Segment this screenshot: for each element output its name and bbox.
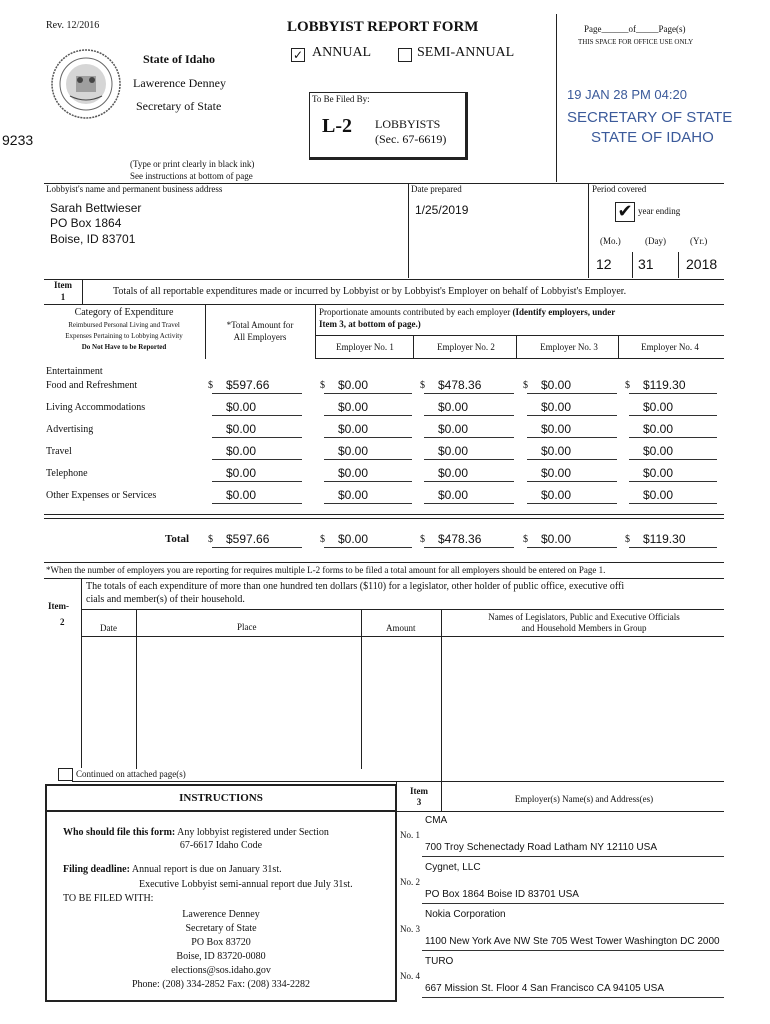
who-should-file-text: Any lobbyist registered under Section <box>175 827 329 838</box>
employer-address-field[interactable]: 667 Mission St. Floor 4 San Francisco CA 94105 USA <box>425 983 665 994</box>
received-stamp-line1: SECRETARY OF STATE <box>567 109 733 126</box>
who-should-file-bold: Who should file this form: <box>63 827 176 838</box>
expenditure-amount-field[interactable]: $0.00 <box>643 466 674 480</box>
filing-deadline-text: Annual report is due on January 31st. <box>129 864 282 875</box>
proportionate-header-text: Proportionate amounts contributed by each employer <box>319 307 511 317</box>
category-note-2: Expenses Pertaining to Lobbying Activity <box>65 332 183 340</box>
period-year[interactable]: 2018 <box>686 256 718 272</box>
expenditure-amount-field[interactable]: $119.30 <box>643 378 686 392</box>
item2-number: 2 <box>60 617 65 627</box>
filing-address-line: Lawerence Denney <box>182 909 260 920</box>
item2-text-1: The totals of each expenditure of more than one hundred ten dollars ($110) for a legislator, other holder of public office, executive offi <box>86 581 625 592</box>
year-ending-label: year ending <box>638 206 681 216</box>
total-header-1: *Total Amount for <box>226 320 294 330</box>
amount-underline <box>527 393 617 394</box>
category-note-3: Do Not Have to be Reported <box>81 343 167 351</box>
amount-underline <box>324 481 412 482</box>
total-header-2: All Employers <box>233 332 287 342</box>
amount-underline <box>629 437 717 438</box>
amount-underline <box>527 503 617 504</box>
who-should-file <box>63 827 329 838</box>
left-document-number: 9233 <box>2 132 34 148</box>
employer-underline <box>422 997 724 998</box>
annual-checkbox[interactable]: ✓ <box>292 48 304 62</box>
employer-number-label: No. 4 <box>400 971 420 981</box>
month-label: (Mo.) <box>600 236 621 246</box>
employer-underline <box>422 856 724 857</box>
column-divider <box>618 335 619 359</box>
instructions-title: INSTRUCTIONS <box>179 792 263 804</box>
employer-column-header: Employer No. 1 <box>336 342 394 352</box>
expenditure-amount-field[interactable]: $0.00 <box>226 422 257 436</box>
item2-amount-header: Amount <box>386 623 416 633</box>
amount-underline <box>629 503 717 504</box>
dollar-sign: $ <box>208 380 213 391</box>
dollar-sign: $ <box>523 534 528 545</box>
expenditure-amount-field[interactable]: $0.00 <box>438 488 469 502</box>
type-note-2: See instructions at bottom of page <box>130 171 253 181</box>
employer-name-field[interactable]: Nokia Corporation <box>425 909 506 920</box>
expenditure-category: Travel <box>46 446 72 457</box>
amount-underline <box>629 459 717 460</box>
to-be-filed-with: TO BE FILED WITH: <box>63 893 154 904</box>
amount-underline <box>324 459 412 460</box>
amount-underline <box>212 481 302 482</box>
total-amount-field[interactable]: $0.00 <box>541 532 572 546</box>
total-underline <box>527 547 617 548</box>
column-divider <box>516 335 517 359</box>
revision-label: Rev. 12/2016 <box>46 20 100 31</box>
state-name: State of Idaho <box>143 52 216 66</box>
expenditure-amount-field[interactable]: $0.00 <box>226 466 257 480</box>
dollar-sign: $ <box>320 380 325 391</box>
total-amount-field[interactable]: $597.66 <box>226 532 270 546</box>
instructions-box <box>45 784 397 1002</box>
period-covered-label: Period covered <box>592 184 647 194</box>
expenditure-amount-field[interactable]: $0.00 <box>338 444 369 458</box>
employer-address-field[interactable]: PO Box 1864 Boise ID 83701 USA <box>425 889 579 900</box>
employer-number-label: No. 1 <box>400 830 420 840</box>
lobbyist-address-2[interactable]: Boise, ID 83701 <box>50 232 136 246</box>
employer-address-field[interactable]: 1100 New York Ave NW Ste 705 West Tower Washington DC 2000 <box>425 936 720 947</box>
expenditure-category: Entertainment <box>46 366 103 377</box>
dollar-sign: $ <box>208 534 213 545</box>
period-day[interactable]: 31 <box>638 256 654 272</box>
expenditure-amount-field[interactable]: $0.00 <box>643 422 674 436</box>
total-underline <box>212 547 302 548</box>
expenditure-amount-field[interactable]: $0.00 <box>438 400 469 414</box>
office-use-label: THIS SPACE FOR OFFICE USE ONLY <box>578 38 694 46</box>
expenditure-category: Telephone <box>46 468 88 479</box>
idaho-seal-icon <box>50 48 122 120</box>
expenditure-amount-field[interactable]: $0.00 <box>643 400 674 414</box>
expenditure-category: Advertising <box>46 424 94 435</box>
amount-underline <box>324 503 412 504</box>
item2-date-header: Date <box>100 623 117 633</box>
year-label: (Yr.) <box>690 236 708 246</box>
amount-underline <box>629 481 717 482</box>
amount-underline <box>212 393 302 394</box>
amount-underline <box>324 415 412 416</box>
amount-underline <box>212 437 302 438</box>
employer-name-field[interactable]: Cygnet, LLC <box>425 862 481 873</box>
form-title: LOBBYIST REPORT FORM <box>287 19 479 35</box>
amount-underline <box>527 459 617 460</box>
employer-underline <box>422 903 724 904</box>
date-prepared-field[interactable]: 1/25/2019 <box>415 203 469 217</box>
amount-underline <box>424 459 514 460</box>
category-header: Category of Expenditure <box>74 307 174 318</box>
expenditure-amount-field[interactable]: $0.00 <box>226 444 257 458</box>
proportionate-header <box>319 307 615 317</box>
lobbyist-address-1[interactable]: PO Box 1864 <box>50 216 122 230</box>
employer-number-label: No. 2 <box>400 877 420 887</box>
expenditure-amount-field[interactable]: $0.00 <box>541 422 572 436</box>
year-ending-checkbox[interactable]: ✔ <box>615 202 635 222</box>
filing-deadline <box>63 864 282 875</box>
period-month[interactable]: 12 <box>596 256 612 272</box>
form-code: L-2 <box>322 115 352 137</box>
amount-underline <box>424 481 514 482</box>
continued-label: Continued on attached page(s) <box>76 769 186 779</box>
item2-place-header: Place <box>237 622 257 632</box>
item3-number: 3 <box>416 797 422 807</box>
employer-name-field[interactable]: CMA <box>425 815 448 826</box>
annual-label: ANNUAL <box>312 45 372 60</box>
expenditure-amount-field[interactable]: $0.00 <box>226 488 257 502</box>
expenditure-amount-field[interactable]: $0.00 <box>438 444 469 458</box>
expenditure-amount-field[interactable]: $0.00 <box>438 422 469 436</box>
expenditure-amount-field[interactable]: $478.36 <box>438 378 482 392</box>
item2-label: Item- <box>48 601 69 611</box>
instructions-phone: Phone: (208) 334-2852 Fax: (208) 334-2282 <box>131 979 311 990</box>
semiannual-checkbox[interactable] <box>398 48 412 62</box>
expenditure-category: Food and Refreshment <box>46 380 138 391</box>
item1-footnote: *When the number of employers you are reporting for requires multiple L-2 forms to be filed a total amount for all employers should be entered on Page 1. <box>46 565 606 575</box>
dollar-sign: $ <box>625 534 630 545</box>
item3-label: Item <box>410 786 428 796</box>
filing-address-line: Boise, ID 83720-0080 <box>176 951 266 962</box>
filing-deadline-2: Executive Lobbyist semi-annual report due July 31st. <box>139 879 353 890</box>
expenditure-amount-field[interactable]: $0.00 <box>338 422 369 436</box>
employer-number-label: No. 3 <box>400 924 420 934</box>
expenditure-amount-field[interactable]: $0.00 <box>338 400 369 414</box>
amount-underline <box>424 437 514 438</box>
lobbyist-name[interactable]: Sarah Bettwieser <box>50 201 142 215</box>
employer-column-header: Employer No. 3 <box>540 342 598 352</box>
column-divider <box>413 335 414 359</box>
total-amount-field[interactable]: $0.00 <box>338 532 369 546</box>
expenditure-category: Living Accommodations <box>46 402 146 413</box>
total-underline <box>324 547 412 548</box>
employer-name-field[interactable]: TURO <box>425 956 454 967</box>
continued-checkbox[interactable] <box>58 768 73 781</box>
expenditure-amount-field[interactable]: $0.00 <box>438 466 469 480</box>
dollar-sign: $ <box>320 534 325 545</box>
expenditure-amount-field[interactable]: $597.66 <box>226 378 270 392</box>
amount-underline <box>629 393 717 394</box>
total-amount-field[interactable]: $478.36 <box>438 532 482 546</box>
item1-number: 1 <box>60 292 66 302</box>
total-amount-field[interactable]: $119.30 <box>643 532 686 546</box>
amount-underline <box>424 415 514 416</box>
amount-underline <box>424 393 514 394</box>
filing-deadline-bold: Filing deadline: <box>63 864 130 875</box>
amount-underline <box>324 437 412 438</box>
expenditure-category: Other Expenses or Services <box>46 490 157 501</box>
filed-by-box <box>309 92 468 160</box>
total-label: Total <box>165 533 190 545</box>
dollar-sign: $ <box>523 380 528 391</box>
expenditure-amount-field[interactable]: $0.00 <box>226 400 257 414</box>
dollar-sign: $ <box>420 380 425 391</box>
expenditure-amount-field[interactable]: $0.00 <box>541 400 572 414</box>
filed-by-label: To Be Filed By: <box>312 94 370 104</box>
amount-underline <box>527 437 617 438</box>
amount-underline <box>212 415 302 416</box>
expenditure-amount-field[interactable]: $0.00 <box>541 378 572 392</box>
official-title: Secretary of State <box>136 99 222 113</box>
amount-underline <box>424 503 514 504</box>
expenditure-amount-field[interactable]: $0.00 <box>338 488 369 502</box>
semiannual-label: SEMI-ANNUAL <box>417 45 515 60</box>
form-sub1: LOBBYISTS <box>375 117 441 131</box>
form-sub2: (Sec. 67-6619) <box>375 132 447 146</box>
who-should-file-code: 67-6617 Idaho Code <box>179 840 263 851</box>
expenditure-amount-field[interactable]: $0.00 <box>541 488 572 502</box>
expenditure-amount-field[interactable]: $0.00 <box>541 466 572 480</box>
filing-address-line: Secretary of State <box>185 923 257 934</box>
dollar-sign: $ <box>625 380 630 391</box>
category-note-1: Reimbursed Personal Living and Travel <box>68 321 180 329</box>
expenditure-amount-field[interactable]: $0.00 <box>541 444 572 458</box>
amount-underline <box>527 415 617 416</box>
item3-header: Employer(s) Name(s) and Address(es) <box>514 794 654 804</box>
expenditure-amount-field[interactable]: $0.00 <box>643 444 674 458</box>
amount-underline <box>527 481 617 482</box>
type-note-1: (Type or print clearly in black ink) <box>130 159 255 169</box>
amount-underline <box>629 415 717 416</box>
expenditure-amount-field[interactable]: $0.00 <box>643 488 674 502</box>
item1-title: Totals of all reportable expenditures made or incurred by Lobbyist or by Lobbyist's Employer on behalf of Lobbyist's Employer. <box>113 286 627 297</box>
proportionate-header-bold: (Identify employers, under <box>512 307 616 317</box>
item1-label: Item <box>54 280 72 290</box>
proportionate-header-2: Item 3, at bottom of page.) <box>319 319 421 329</box>
amount-underline <box>212 503 302 504</box>
total-underline <box>424 547 514 548</box>
date-prepared-label: Date prepared <box>411 184 462 194</box>
day-label: (Day) <box>645 236 666 246</box>
expenditure-amount-field[interactable]: $0.00 <box>338 378 369 392</box>
lobbyist-address-label: Lobbyist's name and permanent business address <box>46 184 223 194</box>
employer-address-field[interactable]: 700 Troy Schenectady Road Latham NY 12110 USA <box>425 842 657 853</box>
amount-underline <box>324 393 412 394</box>
item2-text-2: cials and member(s) of their household. <box>86 594 245 605</box>
received-stamp-date: 19 JAN 28 PM 04:20 <box>567 87 687 102</box>
page-of-pages: Page______of_____Page(s) <box>584 24 686 34</box>
dollar-sign: $ <box>420 534 425 545</box>
filing-address-line: PO Box 83720 <box>191 937 251 948</box>
received-stamp-line2: STATE OF IDAHO <box>591 129 714 146</box>
item2-names-header-2: and Household Members in Group <box>521 623 647 633</box>
item2-names-header-1: Names of Legislators, Public and Executive Officials <box>488 612 680 622</box>
official-name: Lawerence Denney <box>133 76 226 90</box>
employer-column-header: Employer No. 4 <box>641 342 699 352</box>
expenditure-amount-field[interactable]: $0.00 <box>338 466 369 480</box>
employer-underline <box>422 950 724 951</box>
amount-underline <box>212 459 302 460</box>
employer-column-header: Employer No. 2 <box>437 342 495 352</box>
filing-address-line: elections@sos.idaho.gov <box>171 965 271 976</box>
total-underline <box>629 547 717 548</box>
